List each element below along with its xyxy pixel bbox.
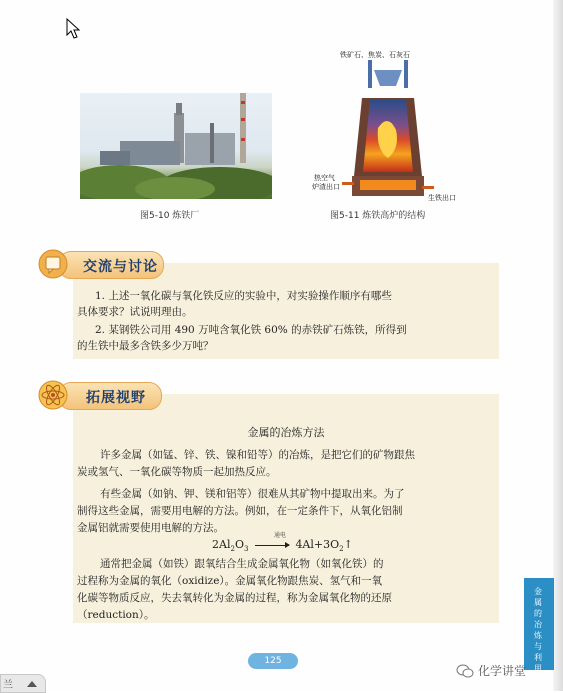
paragraph-1-line-2: 炭或氢气、一氧化碳等物质一起加热反应。 <box>77 466 277 478</box>
question-2-line-2: 的生铁中最多含铁多少万吨？ <box>77 340 214 352</box>
atom-icon <box>38 380 68 410</box>
paragraph-3-line-1: 通常把金属（如铁）跟氧结合生成金属氧化物（如氧化铁）的 <box>100 558 384 570</box>
hot-air-label: 热空气 <box>314 174 335 182</box>
figure-5-11-caption: 图5-11 炼铁高炉的结构 <box>330 211 426 221</box>
paragraph-1-line-1: 许多金属（如锰、锌、铁、镍和铅等）的冶炼，是把它们的矿物跟焦 <box>100 449 415 461</box>
paragraph-3-line-2: 过程称为金属的氧化（oxidize）。金属氧化物跟焦炭、氢气和一氧 <box>77 575 383 587</box>
wechat-icon <box>456 664 474 678</box>
chevron-up-icon <box>27 681 37 687</box>
paragraph-3-line-4: （reduction）。 <box>77 609 155 621</box>
chapter-side-tab <box>524 578 554 673</box>
section-title: 金属的冶炼方法 <box>247 426 325 439</box>
steel-plant-photo <box>80 93 272 199</box>
paragraph-2-line-1: 有些金属（如钠、钾、镁和铝等）很难从其矿物中提取出来。为了 <box>100 488 405 500</box>
page-number: 125 <box>248 653 298 669</box>
question-1-line-1: 1. 上述一氧化碳与氧化铁反应的实验中，对实验操作顺序有哪些 <box>95 290 392 302</box>
paragraph-3-line-3: 化碳等物质反应，失去氧转化为金属的过程，称为金属氧化物的还原 <box>77 592 392 604</box>
figure-5-10-caption: 图5-10 炼铁厂 <box>140 211 200 221</box>
furnace-top-label: 铁矿石、焦炭、石灰石 <box>340 51 410 59</box>
question-2-line-1: 2. 某钢铁公司用 490 万吨含氧化铁 60% 的赤铁矿石炼铁，所得到 <box>95 324 407 336</box>
watermark-text: 化学讲堂 <box>478 664 527 678</box>
collapse-widget-label: 兰 <box>3 680 13 691</box>
iron-outlet-label: 生铁出口 <box>428 194 456 202</box>
blast-furnace-diagram <box>338 58 438 206</box>
discussion-tag-label: 交流与讨论 <box>83 259 158 275</box>
chemical-equation <box>212 532 353 554</box>
equation-products: $4Al+3O_2↑$ <box>295 538 353 554</box>
page-edge-shadow <box>553 0 563 691</box>
collapse-widget[interactable] <box>0 674 46 693</box>
discussion-icon <box>38 249 68 279</box>
paragraph-2-line-2: 制得这些金属，需要用电解的方法。例如，在一定条件下，从氧化铝制 <box>77 505 403 517</box>
question-1-line-2: 具体要求？试说明理由。 <box>77 306 193 318</box>
chapter-side-tab-label: 金属的冶炼与利用 <box>534 587 542 673</box>
extended-reading-tag-label: 拓展视野 <box>86 390 146 406</box>
paragraph-2-line-3: 金属铝就需要使用电解的方法。 <box>77 522 224 534</box>
mouse-cursor-icon <box>66 18 82 40</box>
equation-reactant: $2Al_2O_3$ <box>212 538 249 554</box>
reaction-arrow-icon <box>255 545 289 546</box>
equation-condition: 通电 <box>274 532 287 539</box>
slag-outlet-label: 炉渣出口 <box>312 183 340 191</box>
